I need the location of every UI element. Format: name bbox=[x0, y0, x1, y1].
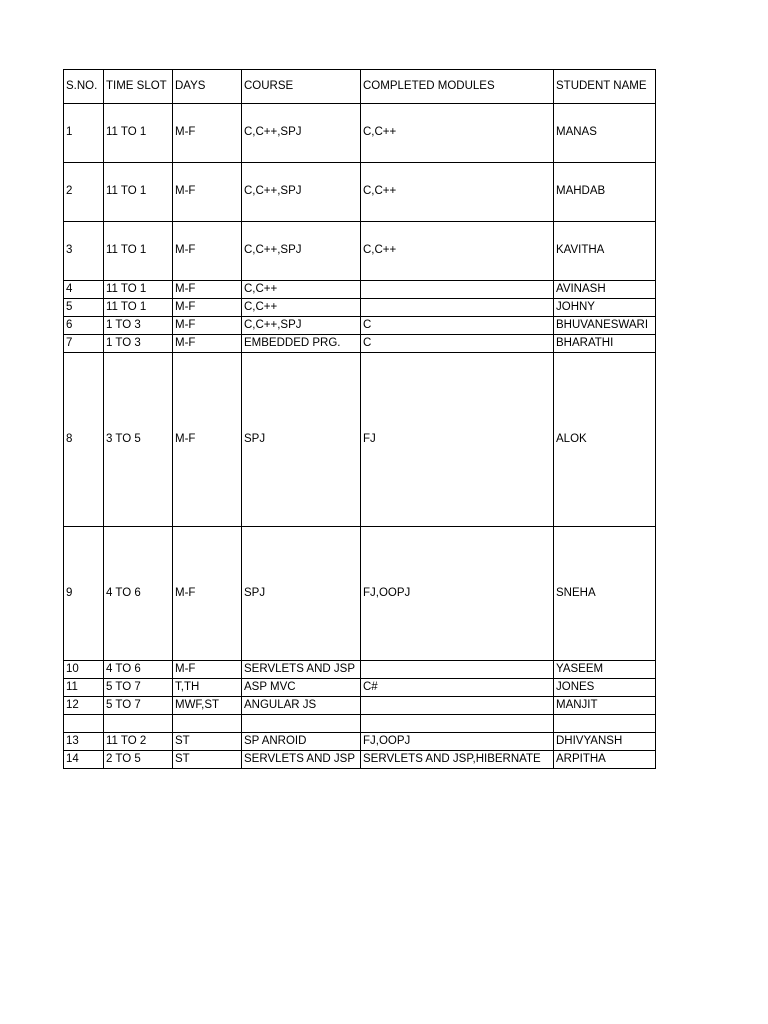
cell-time-slot: 3 TO 5 bbox=[104, 353, 173, 527]
cell-completed-modules: C bbox=[361, 335, 554, 353]
table-row bbox=[64, 715, 656, 733]
cell-sno: 4 bbox=[64, 281, 104, 299]
cell-course: C,C++,SPJ bbox=[242, 163, 361, 222]
cell-days bbox=[173, 715, 242, 733]
cell-time-slot: 1 TO 3 bbox=[104, 317, 173, 335]
cell-days: M-F bbox=[173, 527, 242, 661]
cell-student-name: BHUVANESWARI bbox=[554, 317, 656, 335]
cell-days: M-F bbox=[173, 353, 242, 527]
table-row bbox=[64, 317, 656, 335]
cell-course: ANGULAR JS bbox=[242, 697, 361, 715]
header-time-slot: TIME SLOT bbox=[104, 70, 173, 104]
cell-sno: 9 bbox=[64, 527, 104, 661]
cell-course: C,C++,SPJ bbox=[242, 104, 361, 163]
table-row bbox=[64, 335, 656, 353]
table-row bbox=[64, 163, 656, 222]
table-row bbox=[64, 222, 656, 281]
cell-student-name: BHARATHI bbox=[554, 335, 656, 353]
cell-time-slot: 1 TO 3 bbox=[104, 335, 173, 353]
cell-student-name: KAVITHA bbox=[554, 222, 656, 281]
table-row bbox=[64, 661, 656, 679]
cell-days: M-F bbox=[173, 317, 242, 335]
cell-course: C,C++,SPJ bbox=[242, 222, 361, 281]
cell-course: C,C++,SPJ bbox=[242, 317, 361, 335]
cell-days: M-F bbox=[173, 104, 242, 163]
cell-sno: 1 bbox=[64, 104, 104, 163]
cell-days: T,TH bbox=[173, 679, 242, 697]
table-row bbox=[64, 751, 656, 769]
cell-days: M-F bbox=[173, 661, 242, 679]
cell-days: M-F bbox=[173, 281, 242, 299]
table-row bbox=[64, 697, 656, 715]
cell-student-name: JONES bbox=[554, 679, 656, 697]
cell-completed-modules bbox=[361, 715, 554, 733]
table-row bbox=[64, 527, 656, 661]
cell-time-slot: 11 TO 1 bbox=[104, 163, 173, 222]
cell-days: MWF,ST bbox=[173, 697, 242, 715]
table-row bbox=[64, 104, 656, 163]
cell-student-name: JOHNY bbox=[554, 299, 656, 317]
cell-student-name: ALOK bbox=[554, 353, 656, 527]
header-completed-modules: COMPLETED MODULES bbox=[361, 70, 554, 104]
cell-completed-modules: FJ,OOPJ bbox=[361, 733, 554, 751]
cell-sno: 6 bbox=[64, 317, 104, 335]
cell-student-name: MANJIT bbox=[554, 697, 656, 715]
header-student-name: STUDENT NAME bbox=[554, 70, 656, 104]
cell-student-name: AVINASH bbox=[554, 281, 656, 299]
cell-days: M-F bbox=[173, 299, 242, 317]
cell-days: ST bbox=[173, 733, 242, 751]
cell-sno: 2 bbox=[64, 163, 104, 222]
cell-course: SPJ bbox=[242, 353, 361, 527]
cell-days: ST bbox=[173, 751, 242, 769]
cell-course: C,C++ bbox=[242, 299, 361, 317]
cell-completed-modules: C,C++ bbox=[361, 222, 554, 281]
cell-days: M-F bbox=[173, 163, 242, 222]
cell-sno: 11 bbox=[64, 679, 104, 697]
cell-time-slot: 11 TO 1 bbox=[104, 299, 173, 317]
table-row bbox=[64, 281, 656, 299]
cell-completed-modules bbox=[361, 697, 554, 715]
cell-course: SPJ bbox=[242, 527, 361, 661]
cell-time-slot: 11 TO 2 bbox=[104, 733, 173, 751]
table-row bbox=[64, 353, 656, 527]
cell-course: ASP MVC bbox=[242, 679, 361, 697]
cell-time-slot: 4 TO 6 bbox=[104, 527, 173, 661]
header-sno: S.NO. bbox=[64, 70, 104, 104]
cell-course: SERVLETS AND JSP bbox=[242, 751, 361, 769]
cell-completed-modules bbox=[361, 299, 554, 317]
cell-student-name: MANAS bbox=[554, 104, 656, 163]
cell-course: EMBEDDED PRG. bbox=[242, 335, 361, 353]
cell-time-slot bbox=[104, 715, 173, 733]
cell-days: M-F bbox=[173, 335, 242, 353]
cell-student-name: DHIVYANSH bbox=[554, 733, 656, 751]
header-row bbox=[64, 70, 656, 104]
cell-student-name: ARPITHA bbox=[554, 751, 656, 769]
cell-days: M-F bbox=[173, 222, 242, 281]
cell-time-slot: 11 TO 1 bbox=[104, 222, 173, 281]
cell-completed-modules: C# bbox=[361, 679, 554, 697]
header-course: COURSE bbox=[242, 70, 361, 104]
cell-sno: 5 bbox=[64, 299, 104, 317]
cell-sno: 7 bbox=[64, 335, 104, 353]
cell-sno: 12 bbox=[64, 697, 104, 715]
cell-sno: 14 bbox=[64, 751, 104, 769]
cell-sno: 3 bbox=[64, 222, 104, 281]
cell-time-slot: 11 TO 1 bbox=[104, 281, 173, 299]
cell-time-slot: 11 TO 1 bbox=[104, 104, 173, 163]
cell-completed-modules: SERVLETS AND JSP,HIBERNATE bbox=[361, 751, 554, 769]
cell-completed-modules: C bbox=[361, 317, 554, 335]
cell-course: SP ANROID bbox=[242, 733, 361, 751]
cell-completed-modules: FJ,OOPJ bbox=[361, 527, 554, 661]
cell-completed-modules: C,C++ bbox=[361, 104, 554, 163]
cell-time-slot: 5 TO 7 bbox=[104, 679, 173, 697]
table-row bbox=[64, 679, 656, 697]
cell-time-slot: 2 TO 5 bbox=[104, 751, 173, 769]
cell-sno bbox=[64, 715, 104, 733]
cell-course: SERVLETS AND JSP bbox=[242, 661, 361, 679]
cell-sno: 13 bbox=[64, 733, 104, 751]
cell-sno: 8 bbox=[64, 353, 104, 527]
cell-student-name: MAHDAB bbox=[554, 163, 656, 222]
cell-sno: 10 bbox=[64, 661, 104, 679]
table-row bbox=[64, 733, 656, 751]
cell-completed-modules: C,C++ bbox=[361, 163, 554, 222]
cell-course bbox=[242, 715, 361, 733]
cell-completed-modules bbox=[361, 661, 554, 679]
cell-student-name: YASEEM bbox=[554, 661, 656, 679]
cell-student-name: SNEHA bbox=[554, 527, 656, 661]
header-days: DAYS bbox=[173, 70, 242, 104]
cell-time-slot: 5 TO 7 bbox=[104, 697, 173, 715]
schedule-table bbox=[63, 69, 656, 769]
cell-time-slot: 4 TO 6 bbox=[104, 661, 173, 679]
cell-student-name bbox=[554, 715, 656, 733]
cell-course: C,C++ bbox=[242, 281, 361, 299]
cell-completed-modules bbox=[361, 281, 554, 299]
cell-completed-modules: FJ bbox=[361, 353, 554, 527]
table-row bbox=[64, 299, 656, 317]
